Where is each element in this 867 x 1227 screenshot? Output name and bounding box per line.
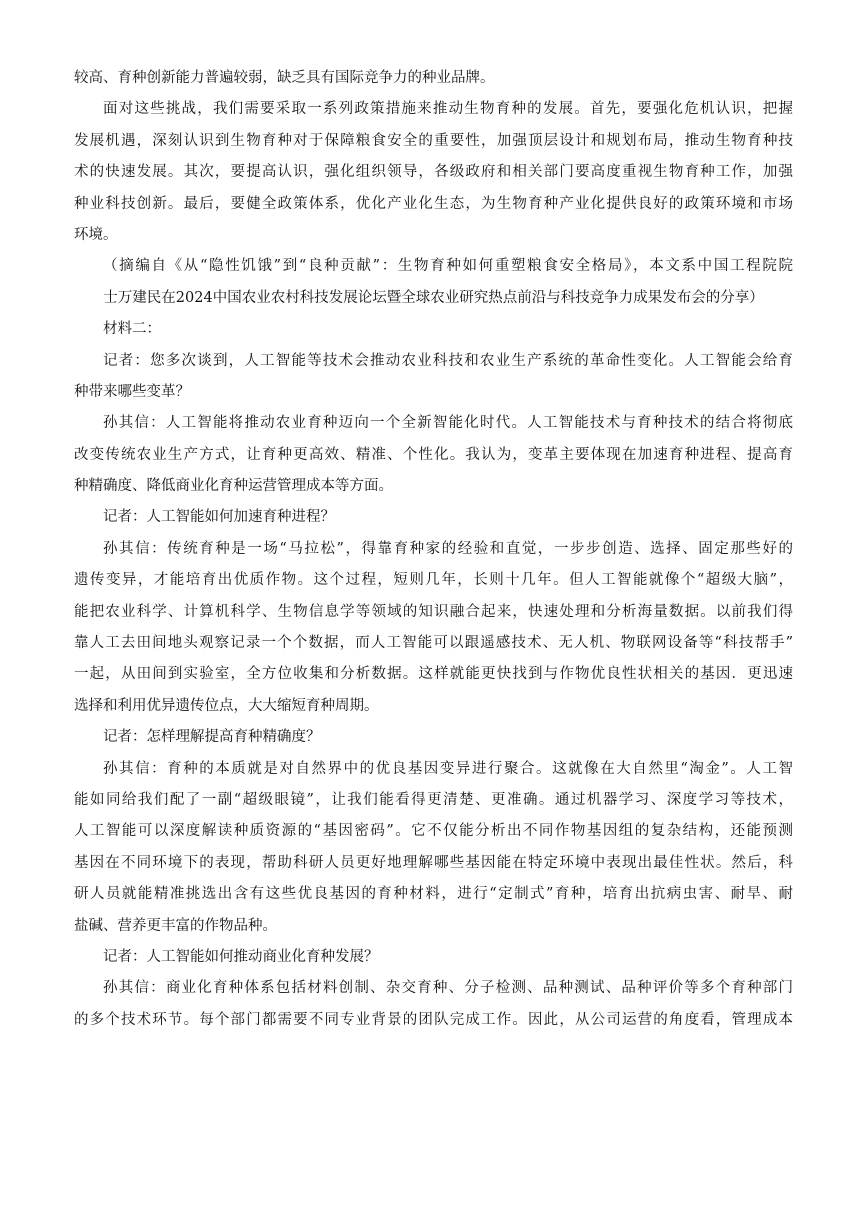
text-line-3: 发展机遇，深刻认识到生物育种对于保障粮食安全的重要性，加强顶层设计和规划布局，推动生物育种技 bbox=[74, 132, 793, 149]
text-line-18: 能把农业科学、计算机科学、生物信息学等领域的知识融合起来，快速处理和分析海量数据。以前我们得 bbox=[74, 603, 793, 620]
text-line-2: 面对这些挑战，我们需要采取一系列政策措施来推动生物育种的发展。首先，要强化危机认识，把握 bbox=[103, 101, 793, 118]
text-line-14: 种精确度、降低商业化育种运营管理成本等方面。 bbox=[74, 478, 393, 495]
text-line-10: 记者：您多次谈到，人工智能等技术会推动农业科技和农业生产系统的革命性变化。人工智能会给育 bbox=[103, 352, 793, 369]
text-line-11: 种带来哪些变革？ bbox=[74, 383, 190, 400]
text-line-19: 靠人工去田间地头观察记录一个个数据，而人工智能可以跟遥感技术、无人机、物联网设备等“科技帮手” bbox=[74, 635, 793, 652]
text-line-4: 术的快速发展。其次，要提高认识，强化组织领导，各级政府和相关部门要高度重视生物育种工作，加强 bbox=[74, 164, 793, 181]
text-line-20: 一起，从田间到实验室，全方位收集和分析数据。这样就能更快找到与作物优良性状相关的基因．更迅速 bbox=[74, 666, 793, 683]
text-line-16: 孙其信：传统育种是一场“马拉松”，得靠育种家的经验和直觉，一步步创造、选择、固定那些好的 bbox=[103, 540, 793, 557]
text-line-12: 孙其信：人工智能将推动农业育种迈向一个全新智能化时代。人工智能技术与育种技术的结合将彻底 bbox=[103, 415, 793, 432]
text-line-23: 孙其信：育种的本质就是对自然界中的优良基因变异进行聚合。这就像在大自然里“淘金”。人工智 bbox=[103, 760, 793, 777]
text-line-25: 人工智能可以深度解读种质资源的“基因密码”。它不仅能分析出不同作物基因组的复杂结构，还能预测 bbox=[74, 823, 793, 840]
source-citation-line-1: （摘编自《从“隐性饥饿”到“良种贡献”：生物育种如何重塑粮食安全格局》，本文系中国工程院院 bbox=[103, 258, 793, 275]
text-line-24: 能如同给我们配了一副“超级眼镜”，让我们能看得更清楚、更准确。通过机器学习、深度学习等技术， bbox=[74, 791, 793, 808]
text-line-21: 选择和利用优异遗传位点，大大缩短育种周期。 bbox=[74, 697, 379, 714]
text-line-27: 研人员就能精准挑选出含有这些优良基因的育种材料，进行“定制式”育种，培育出抗病虫害、耐旱、耐 bbox=[74, 886, 793, 903]
text-line-30: 孙其信：商业化育种体系包括材料创制、杂交育种、分子检测、品种测试、品种评价等多个育种部门 bbox=[103, 980, 793, 997]
text-line-6: 环境。 bbox=[74, 226, 118, 243]
text-line-22: 记者：怎样理解提高育种精确度？ bbox=[103, 729, 321, 746]
text-line-5: 种业科技创新。最后，要健全政策体系，优化产业化生态，为生物育种产业化提供良好的政策环境和市场 bbox=[74, 195, 793, 212]
text-line-17: 遗传变异，才能培育出优质作物。这个过程，短则几年，长则十几年。但人工智能就像个“超级大脑”， bbox=[74, 572, 793, 589]
section-heading-material-2: 材料二： bbox=[103, 321, 161, 338]
text-line-26: 基因在不同环境下的表现，帮助科研人员更好地理解哪些基因能在特定环境中表现出最佳性状。然后，科 bbox=[74, 854, 793, 871]
text-line-1: 较高、育种创新能力普遍较弱，缺乏具有国际竞争力的种业品牌。 bbox=[74, 70, 495, 86]
text-line-29: 记者：人工智能如何推动商业化育种发展？ bbox=[103, 948, 379, 965]
text-line-15: 记者：人工智能如何加速育种进程？ bbox=[103, 509, 335, 526]
source-citation-line-2: 士万建民在2024中国农业农村科技发展论坛暨全球农业研究热点前沿与科技竞争力成果发布会的分享） bbox=[103, 289, 764, 306]
text-line-31: 的多个技术环节。每个部门都需要不同专业背景的团队完成工作。因此，从公司运营的角度看，管理成本 bbox=[74, 1011, 793, 1028]
text-line-13: 改变传统农业生产方式，让育种更高效、精准、个性化。我认为，变革主要体现在加速育种进程、提高育 bbox=[74, 446, 793, 463]
text-line-28: 盐碱、营养更丰富的作物品种。 bbox=[74, 917, 277, 934]
